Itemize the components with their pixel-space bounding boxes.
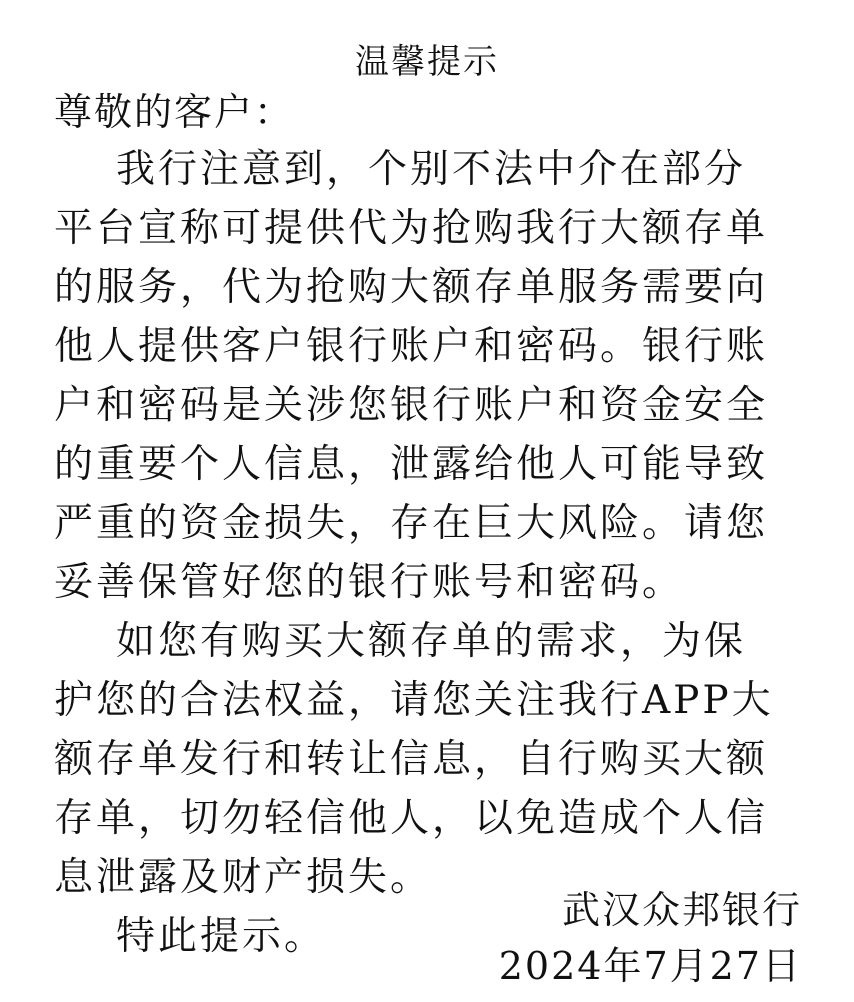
body-line: 的服务，代为抢购大额存单服务需要向 (54, 265, 769, 310)
body-line: 我行注意到，个别不法中介在部分 (116, 147, 747, 192)
body-line: 如您有购买大额存单的需求，为保 (116, 619, 747, 664)
body-line: 严重的资金损失，存在巨大风险。请您 (54, 501, 769, 546)
notice-date: 2024年7月27日 (498, 944, 802, 988)
bank-name: 武汉众邦银行 (561, 888, 802, 932)
body-line: 额存单发行和转让信息，自行购买大额 (54, 737, 769, 782)
body-line: 息泄露及财产损失。 (54, 855, 433, 900)
body-line: 的重要个人信息，泄露给他人可能导致 (54, 442, 769, 487)
body-line: 户和密码是关涉您银行账户和资金安全 (54, 383, 769, 428)
signature-block (499, 882, 802, 994)
body-line: 存单，切勿轻信他人，以免造成个人信 (54, 796, 769, 841)
salutation: 尊敬的客户： (54, 90, 295, 134)
body-line: 妥善保管好您的银行账号和密码。 (54, 560, 685, 605)
body-line: 平台宣称可提供代为抢购我行大额存单 (54, 206, 769, 251)
notice-title: 温馨提示 (355, 42, 499, 82)
closing-line: 特此提示。 (116, 914, 327, 959)
notice-body (54, 140, 814, 966)
body-line: 他人提供客户银行账户和密码。银行账 (54, 324, 769, 369)
body-line: 护您的合法权益，请您关注我行APP大 (54, 678, 774, 723)
